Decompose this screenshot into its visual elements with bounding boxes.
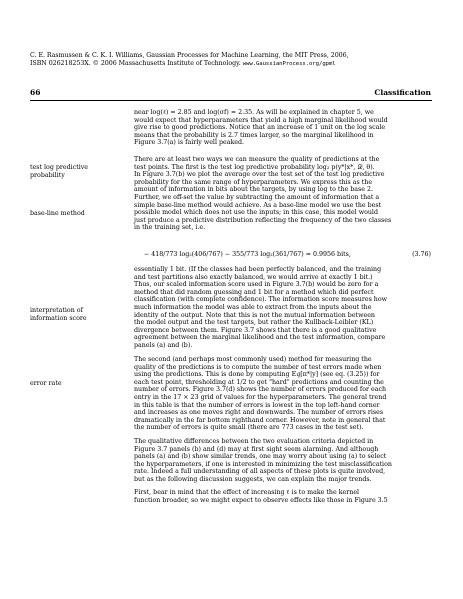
citation-line-1: C. E. Rasmussen & C. K. I. Williams, Gaussian Processes for Machine Learning, the MIT Press, 2006, [30,52,349,59]
equation-number: (3.76) [412,251,431,258]
paragraph-5 [134,438,431,484]
text-line: number of errors. Figure 3.7(d) shows the number of errors produced for each [134,386,387,394]
text-line: method that did random guessing and 1 bit for a method which did perfect [134,288,374,296]
text-line: near log(ℓ) = 2.85 and log(σf) = 2.35. As will be explained in chapter 5, we [134,109,374,116]
text-line: function broader, so we might expect to observe effects like those in Figure 3.5 [134,496,388,504]
text-line: rate. Indeed a full understanding of all aspects of these plots is quite involved, [134,468,386,476]
text-line: would expect that hyperparameters that yield a high marginal likelihood would [134,116,388,124]
text-line: panels (a) and (b). [134,341,193,349]
section-title: Classification [374,88,431,97]
text-line: each test point, thresholding at 1/2 to get "hard" predictions and counting the [134,378,384,386]
text-line: in this table is that the number of errors is lowest in the top left-hand corner [134,401,380,409]
text-line: means that the probability is 2.7 times larger, so the marginal likelihood in [134,131,374,139]
header-rule [30,100,432,101]
paragraph-6 [134,489,431,504]
margin-note-base-line: base-line method [30,210,85,217]
text-line: simple base-line method would achieve. As a base-line model we use the best [134,201,382,209]
text-line: The qualitative differences between the two evaluation criteria depicted in [134,438,374,445]
text-line: but as the following discussion suggests, we can explain the major trends. [134,475,372,483]
text-line: dramatically in the far bottom righthand corner. However, note in general that [134,416,386,424]
text-line: much information the model was able to extract from the inputs about the [134,303,372,311]
running-header [30,52,450,69]
text-line: identity of the output. Note that this is not the mutual information between [134,311,375,319]
text-line: and test partitions also exactly balanced, we would arrive at exactly 1 bit.) [134,273,373,281]
text-line: and increases as one moves right and downwards. The number of errors rises [134,409,384,417]
text-line: There are at least two ways we can measure the quality of predictions at the [134,156,380,163]
text-line: Figure 3.7(a) is fairly well peaked. [134,139,245,147]
paragraph-2 [134,156,431,232]
text-line: In Figure 3.7(b) we plot the average over the test set of the test log predictive [134,171,385,179]
margin-note-test-log: test log predictive probability [30,164,89,179]
text-line: classification (with complete confidence). The information score measures how [134,296,388,304]
text-line: panels (a) and (b) show similar trends, one may worry about using (a) to select [134,453,387,461]
text-line: quality of the predictions is to compute the number of test errors made when [134,363,382,371]
text-line: give rise to good predictions. Notice that an increase of 1 unit on the log scale [134,124,386,132]
text-line: amount of information in bits about the targets, by using log to the base 2. [134,186,373,194]
text-line: Thus, our scaled information score used in Figure 3.7(b) would be zero for a [134,281,379,289]
text-line: the hyperparameters, if one is interested in minimizing the test misclassification [134,460,392,468]
text-line: the model output and the test targets, but rather the Kullback-Leibler (KL) [134,319,374,327]
text-line: First, bear in mind that the effect of increasing ℓ is to make the kernel [134,489,360,496]
citation-line-2 [30,60,450,68]
equation-body: − 418/773 log₂(406/767) − 355/773 log₂(361/767) = 0.9956 bits, [144,251,351,258]
text-line: entry in the 17 × 23 grid of values for the hyperparameters. The general trend [134,393,387,401]
text-line: The second (and perhaps most commonly used) method for measuring the [134,356,372,363]
text-line: Further, we off-set the value by subtracting the amount of information that a [134,193,380,201]
text-line: agreement between the marginal likelihood and the test information, compare [134,334,386,342]
text-line: the number of errors is quite small (there are 773 cases in the test set). [134,424,364,432]
paragraph-3 [134,266,431,350]
text-line: just produce a predictive distribution reflecting the frequency of the two classes [134,216,392,224]
page-number: 66 [30,88,41,97]
paragraph-1 [134,109,431,147]
citation-isbn: ISBN 026218253X. © 2006 Massachusetts Institute of Technology. [30,60,241,68]
text-line: in the training set, i.e. [134,224,206,232]
book-url-link[interactable]: www.GaussianProcess.org/gpml [242,61,336,68]
text-line: possible model which does not use the inputs; in this case, this model would [134,209,378,217]
text-line: Figure 3.7 panels (b) and (d) may at first sight seem alarming. And although [134,445,379,453]
text-line: using the predictions. This is done by computing E𝑞[π*|y] (see eq. (3.25)) for [134,371,380,379]
text-line: test points. The first is the test log predictive probability log₂ p(y*|x*, 𝒟, θ). [134,163,375,171]
text-line: essentially 1 bit. (If the classes had been perfectly balanced, and the training [134,266,382,273]
margin-note-error-rate: error rate [30,380,62,387]
paragraph-4 [134,356,431,432]
text-line: probability for the same range of hyperparameters. We express this as the [134,178,373,186]
margin-note-interpretation: interpretation of information score [30,307,87,322]
text-line: divergence between them. Figure 3.7 shows that there is a good qualitative [134,326,377,334]
